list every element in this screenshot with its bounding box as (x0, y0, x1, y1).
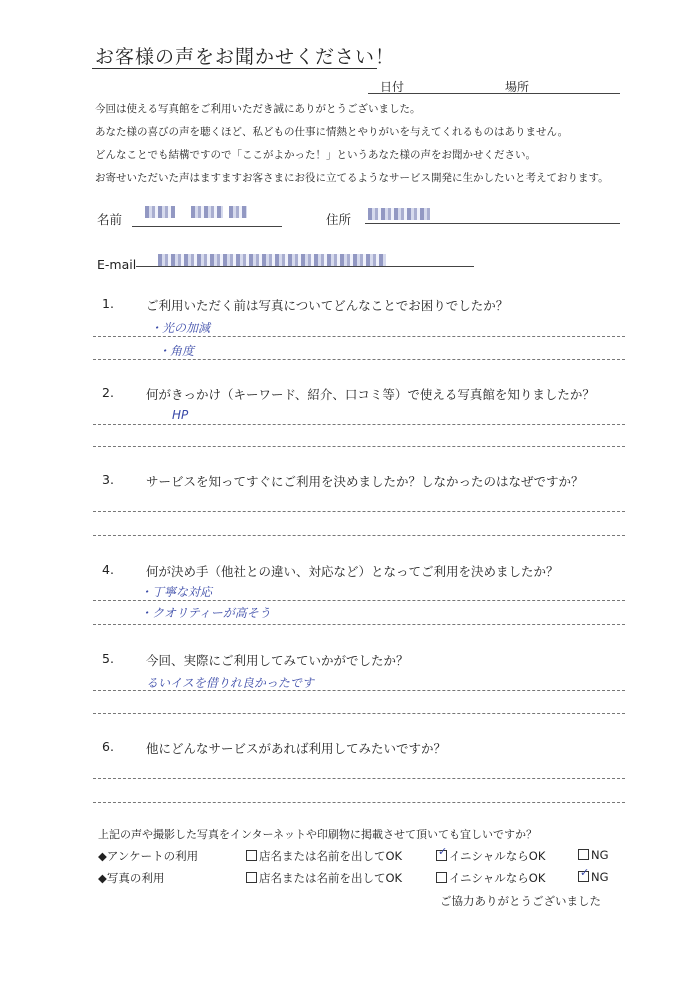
thanks-message: ご協力ありがとうございました (440, 894, 601, 908)
answer-line[interactable] (93, 802, 625, 803)
checkbox-checked[interactable]: ✓ (578, 871, 589, 882)
answer-line[interactable] (93, 600, 625, 601)
address-field-line[interactable] (365, 223, 620, 224)
handwritten-answer: ・丁寧な対応 (140, 585, 213, 599)
date-label: 日付 (380, 80, 405, 94)
answer-line[interactable] (93, 535, 625, 536)
name-redacted (145, 203, 247, 222)
consent-option-ng[interactable] (578, 866, 609, 884)
consent-question: 上記の声や撮影した写真をインターネットや印刷物に掲載させて頂いても宜しいですか？ (98, 828, 538, 841)
question-text: 何がきっかけ（キーワード、紹介、口コミ等）で使える写真館を知りましたか？ (146, 387, 595, 402)
address-redacted (368, 205, 430, 224)
place-label: 場所 (505, 80, 530, 94)
question-text: サービスを知ってすぐにご利用を決めましたか？しなかったのはなぜですか？ (146, 474, 584, 489)
consent-option-name-ok[interactable] (246, 870, 402, 886)
answer-line[interactable] (93, 336, 625, 337)
option-label: NG (591, 848, 609, 862)
intro-line-4: お寄せいただいた声はますますお客さまにお役に立てるようなサービス開発に生かしたいと考えております。 (95, 172, 609, 184)
answer-line[interactable] (93, 424, 625, 425)
intro-line-2: あなた様の喜びの声を聴くほど、私どもの仕事に情熱とやりがいを与えてくれるものはありません。 (95, 126, 569, 138)
answer-line[interactable] (93, 778, 625, 779)
answer-line[interactable] (93, 511, 625, 512)
handwritten-answer: るいイスを借りれ良かったです (146, 676, 314, 690)
consent-option-name-ok[interactable] (246, 848, 402, 864)
handwritten-answer: ・クオリティーが高そう (140, 606, 271, 620)
question-text: 他にどんなサービスがあれば利用してみたいですか？ (146, 741, 447, 756)
answer-line[interactable] (93, 624, 625, 625)
address-label: 住所 (326, 212, 352, 227)
question-number: 6. (102, 739, 114, 754)
name-field-line[interactable] (132, 226, 282, 227)
checkbox-unchecked[interactable] (246, 850, 257, 861)
name-label: 名前 (97, 212, 123, 227)
question-text: 何が決め手（他社との違い、対応など）となってご利用を決めましたか？ (146, 564, 559, 579)
date-place-line (368, 93, 620, 94)
question-number: 5. (102, 651, 114, 666)
question-text: 今回、実際にご利用してみていかがでしたか？ (146, 653, 409, 668)
answer-line[interactable] (93, 446, 625, 447)
checkbox-unchecked[interactable] (436, 872, 447, 883)
option-label: 店名または名前を出してOK (259, 849, 403, 863)
email-redacted (158, 252, 386, 271)
answer-line[interactable] (93, 713, 625, 714)
title-underline (92, 68, 377, 69)
checkbox-checked[interactable]: ✓ (436, 850, 447, 861)
checkbox-unchecked[interactable] (578, 849, 589, 860)
intro-line-1: 今回は使える写真館をご利用いただき誠にありがとうございました。 (95, 103, 421, 115)
intro-line-3: どんなことでも結構ですので「ここがよかった！」というあなた様の声をお聞かせください。 (95, 149, 536, 161)
option-label: 店名または名前を出してOK (259, 871, 403, 885)
answer-line[interactable] (93, 359, 625, 360)
checkbox-unchecked[interactable] (246, 872, 257, 883)
consent-option-ng[interactable] (578, 848, 609, 862)
handwritten-answer: ・光の加減 (150, 321, 211, 335)
consent-row-label: ◆写真の利用 (98, 871, 165, 885)
consent-option-initial-ok[interactable] (436, 845, 546, 864)
question-number: 1. (102, 296, 114, 311)
question-number: 3. (102, 472, 114, 487)
page-title: お客様の声をお聞かせください！ (95, 46, 396, 68)
question-text: ご利用いただく前は写真についてどんなことでお困りでしたか？ (146, 298, 509, 313)
email-label: E-mail (97, 257, 137, 272)
consent-row-label: ◆アンケートの利用 (98, 849, 199, 863)
question-number: 2. (102, 385, 114, 400)
option-label: イニシャルならOK (449, 849, 546, 863)
option-label: イニシャルならOK (449, 871, 546, 885)
email-field-line[interactable] (136, 266, 474, 267)
option-label: NG (591, 870, 609, 884)
consent-option-initial-ok[interactable] (436, 870, 545, 886)
answer-line[interactable] (93, 690, 625, 691)
question-number: 4. (102, 562, 114, 577)
handwritten-answer: ・角度 (158, 344, 195, 358)
handwritten-answer: HP (172, 408, 189, 422)
